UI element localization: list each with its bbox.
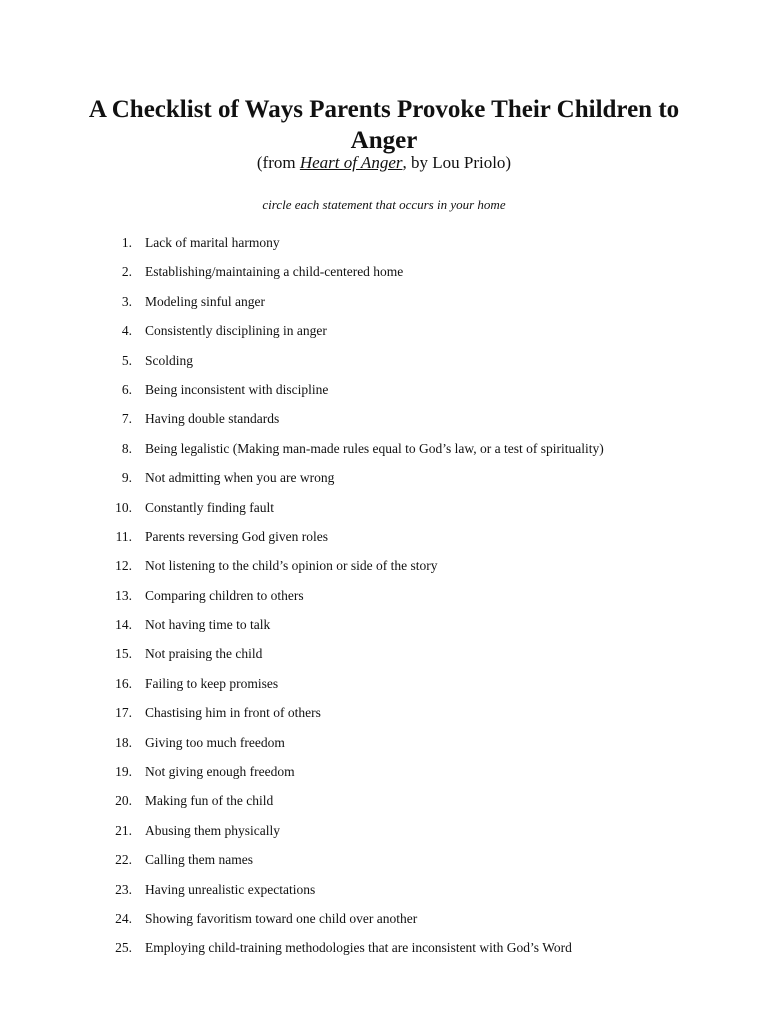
item-text: Constantly finding fault [145,499,274,515]
list-item [0,762,768,791]
item-text: Lack of marital harmony [145,235,280,250]
item-text: Having double standards [145,411,280,427]
item-number: 21. [115,822,132,838]
list-item [0,644,768,673]
list-item [0,938,768,967]
item-number: 3. [121,293,132,309]
item-text: Showing favoritism toward one child over another [145,910,418,926]
item-number: 7. [121,411,132,427]
item-number: 11. [115,528,132,544]
item-text: Not admitting when you are wrong [145,470,335,486]
list-item [0,292,768,321]
list-item [0,233,768,262]
item-number: 17. [115,705,132,721]
list-item [0,556,768,585]
item-text: Abusing them physically [145,822,280,838]
item-number: 19. [115,764,132,780]
item-text: Having unrealistic expectations [145,881,316,897]
item-number: 16. [115,675,132,691]
item-number: 23. [115,881,132,897]
list-item [0,821,768,850]
list-item [0,498,768,527]
list-item [0,674,768,703]
item-number: 15. [115,646,132,662]
item-text: Comparing children to others [145,587,304,603]
item-text: Being legalistic (Making man-made rules equal to God’s law, or a test of spirituality) [145,440,604,456]
list-item [0,733,768,762]
item-text: Scolding [145,352,194,368]
item-text: Employing child-training methodologies that are inconsistent with God’s Word [145,940,572,956]
item-text: Not praising the child [145,646,263,662]
list-item [0,880,768,909]
subtitle-prefix: (from [256,153,300,172]
item-number: 9. [121,470,132,486]
list-item [0,409,768,438]
item-number: 10. [115,499,132,515]
item-text: Making fun of the child [145,793,274,809]
list-item [0,527,768,556]
list-item [0,703,768,732]
subtitle-suffix: , by Lou Priolo) [402,153,512,172]
item-text: Modeling sinful anger [145,293,265,309]
item-text: Establishing/maintaining a child-centered home [145,264,404,280]
list-item [0,439,768,468]
list-item [0,586,768,615]
item-text: Not having time to talk [145,617,271,633]
subtitle [84,153,684,173]
page-title: A Checklist of Ways Parents Provoke Their Children to Anger [88,96,680,154]
instruction-text: circle each statement that occurs in your home [262,197,506,212]
item-number: 24. [115,910,132,926]
item-number: 2. [121,264,132,280]
item-text: Being inconsistent with discipline [145,381,329,397]
item-number: 13. [115,587,132,603]
item-number: 22. [115,852,132,868]
list-item [0,791,768,820]
list-item [0,351,768,380]
item-number: 6. [121,381,132,397]
item-number: 1. [121,235,132,250]
item-number: 14. [115,617,132,633]
item-text: Giving too much freedom [145,734,285,750]
item-number: 5. [121,352,132,368]
list-item [0,909,768,938]
item-text: Chastising him in front of others [145,705,321,721]
item-number: 25. [115,940,132,956]
list-item [0,850,768,879]
list-item [0,321,768,350]
item-number: 4. [121,323,132,339]
list-item [0,380,768,409]
item-text: Failing to keep promises [145,675,279,691]
item-text: Parents reversing God given roles [145,528,328,544]
item-text: Not listening to the child’s opinion or side of the story [145,558,438,574]
list-item [0,468,768,497]
item-number: 12. [115,558,132,574]
item-number: 18. [115,734,132,750]
item-number: 20. [115,793,132,809]
list-item [0,262,768,291]
list-item [0,615,768,644]
book-title: Heart of Anger [299,153,403,172]
item-number: 8. [121,440,132,456]
item-text: Consistently disciplining in anger [145,323,327,339]
item-text: Calling them names [145,852,253,868]
item-text: Not giving enough freedom [145,764,295,780]
checklist [0,233,768,968]
